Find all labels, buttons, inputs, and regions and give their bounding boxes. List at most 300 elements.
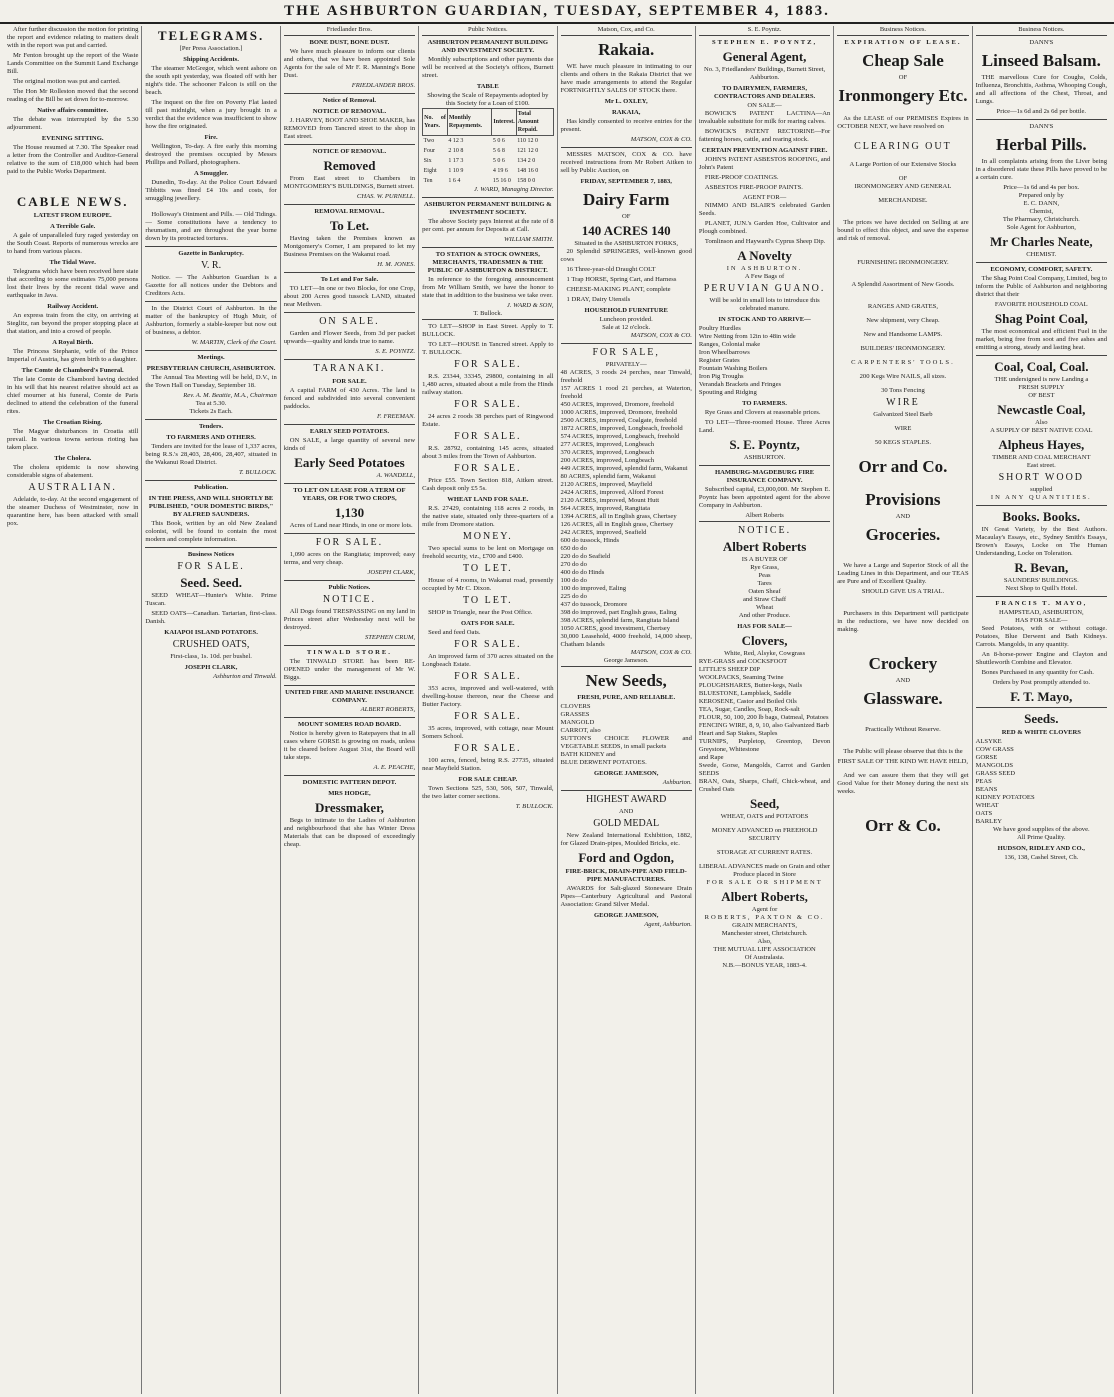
list-item: Spouting and Ridging — [698, 389, 757, 396]
ad-text: Rye Grass and Clovers at reasonable prices. — [704, 409, 821, 416]
ad-text: N.B.—BONUS YEAR, 1883-4. — [722, 962, 807, 969]
ad-text: TO LET—SHOP in East Street. Apply to T. BULLOCK. — [422, 323, 554, 338]
ad-text: Begs to intimate to the Ladies of Ashburton and neighbourhood that she has Winter Dress Materials that can be disposed of exceedingly cheap. — [283, 817, 416, 848]
ad-text: The TINWALD STORE has been RE-OPENED under the management of Mr W. Biggs. — [283, 658, 416, 681]
list-item: KEROSENE, Castor and Boiled Oils — [698, 698, 797, 705]
ad-heading: Alpheus Hayes, — [998, 437, 1085, 452]
article-heading: A Royal Birth. — [52, 339, 94, 346]
stock-item: 16 Three-year-old Draught COLT — [566, 266, 656, 273]
table-cell: Eight — [423, 168, 437, 174]
page-title: THE ASHBURTON GUARDIAN, TUESDAY, SEPTEMBER 4, 1883. — [284, 2, 830, 19]
column-header: Albert Roberts — [699, 512, 830, 522]
article-heading: A Terrible Gale. — [50, 223, 96, 230]
article-paragraph: The cholera epidemic is now showing considerable signs of abatement. — [7, 464, 139, 479]
ad-heading: RAKAIA, — [611, 109, 641, 116]
ad-heading: Coal, Coal, Coal. — [994, 359, 1089, 374]
section-heading: Tenders. — [199, 423, 224, 430]
ad-text: All Prime Quality. — [1017, 834, 1066, 841]
ad-heading: ASHBURTON PERMANENT BUILDING AND INVESTMENT SOCIETY. — [427, 39, 549, 54]
ad-heading: FOR SALE, — [592, 347, 660, 358]
ad-text: Price—1s 6d and 2s 6d per bottle. — [996, 108, 1087, 115]
signature: T. BULLOCK. — [238, 469, 277, 476]
column-1 — [4, 26, 141, 1394]
ad-heading: ECONOMY, COMFORT, SAFETY. — [990, 266, 1093, 273]
column-header: George Jameson. — [561, 657, 692, 667]
signature: ALBERT ROBERTS, — [360, 706, 416, 713]
ad-text: Prepared only by — [1018, 192, 1064, 199]
table-cell: 1 10 9 — [448, 168, 464, 174]
article-paragraph: Adelaide, to-day. At the second engagement of the steamer Duchess of Westminster, now in quarantine here, has been attacked with small pox. — [7, 496, 139, 527]
ad-heading: WIRE — [886, 397, 920, 408]
table-row — [423, 156, 553, 166]
list-item: Fountain Washing Boilers — [698, 365, 768, 372]
table-cell: 110 12 0 — [517, 138, 539, 144]
ad-text: THE marvellous Cure for Coughs, Colds, Influenza, Bronchitis, Asthma, Whooping Cough, and all affections of the Chest, Throat, and Lungs. — [975, 74, 1107, 105]
section-heading: TELEGRAMS. — [157, 28, 265, 43]
ad-text: GRAIN MERCHANTS, — [732, 922, 797, 929]
ad-heading: FOR SALE. — [332, 378, 367, 385]
article-paragraph: A gale of unparalleled fury raged yesterday on the South Coast. Reports of numerous wrecks are to hand from various places. — [7, 232, 139, 255]
column-header: T. Bullock. — [422, 310, 553, 320]
signature: JOSEPH CLARK, — [184, 664, 238, 671]
ad-heading: Mr Charles Neate, — [989, 234, 1093, 249]
ad-text: WE have much pleasure in intimating to our clients and others in the Rakaia District that we have made arrangements to attend the Regular FORTNIGHTLY SALES OF STOCK there. — [560, 63, 692, 94]
ad-heading: Mr L. OXLEY, — [604, 98, 648, 105]
ad-text: BUILDERS' IRONMONGERY. — [860, 345, 946, 352]
column-6 — [695, 26, 833, 1394]
ad-text: And we can assure them that they will get Good Value for their Money during the next six weeks. — [837, 772, 969, 795]
list-item: Register Grates — [698, 357, 740, 364]
signature: Ashburton. — [662, 779, 692, 786]
ad-heading: Groceries. — [865, 525, 941, 544]
ad-heading: IN STOCK AND TO ARRIVE— — [718, 316, 811, 323]
ad-heading: FOR SALE. — [315, 537, 384, 548]
list-item: 80 ACRES, splendid farm, Wakanui — [560, 473, 656, 480]
list-item: KIDNEY POTATOES — [975, 794, 1035, 801]
signature: MATSON, COX & CO. — [630, 649, 692, 656]
article-heading: Fire. — [204, 134, 218, 141]
ad-text: SAUNDERS' BUILDINGS. — [1003, 577, 1079, 584]
list-item: Iron Wheelbarrows — [698, 349, 750, 356]
ad-text: ASBESTOS FIRE-PROOF PAINTS. — [704, 184, 803, 191]
list-item: Heart and Sap Stakes, Staples — [698, 730, 778, 737]
column-header: Business Notices. — [976, 26, 1107, 36]
list-item: FLOUR, 50, 100, 200 lb bags, Oatmeal, Potatoes — [698, 714, 829, 721]
list-item: 1872 ACRES, improved, Longbeach, freehold — [560, 425, 683, 432]
ad-text: Bones Purchased in any quantity for Cash. — [981, 669, 1094, 676]
article-paragraph: An express train from the city, on arriving at Steglitz, ran beyond the proper stopping place at that station, and into a crowd of people. — [7, 312, 139, 335]
ad-heading: PERUVIAN GUANO. — [703, 283, 826, 294]
table-row — [423, 146, 553, 156]
signature: JOSEPH CLARK, — [367, 569, 416, 576]
list-item: FENCING WIRE, 8, 9, 10, also Galvanized Barb — [698, 722, 829, 729]
signature: Ashburton and Tinwald. — [213, 673, 277, 680]
ad-heading: TO FARMERS. — [742, 400, 787, 407]
table-cell: 148 16 0 — [517, 168, 539, 174]
ad-heading: Provisions — [865, 490, 941, 509]
ad-text: Next Shop to Quill's Hotel. — [1005, 585, 1078, 592]
ad-heading: FOR SALE. — [454, 639, 522, 650]
ad-text: All Dogs found TRESPASSING on my land in Princes street after Wednesday next will be destroyed. — [283, 608, 416, 631]
ad-text: Garden and Flower Seeds, from 3d per packet upwards—quality and kinds true to name. — [283, 330, 416, 345]
list-item: 398 ACRES, splendid farm, Rangitata Island — [560, 617, 679, 624]
table-cell: 2 10 8 — [448, 148, 464, 154]
list-item: 1394 ACRES, all in English grass, Chertsey — [560, 513, 677, 520]
table-cell: Six — [423, 158, 432, 164]
ad-text: TO LET—HOUSE in Tancred street. Apply to T. BULLOCK. — [422, 341, 554, 356]
ad-heading: TO LET ON LEASE FOR A TERM OF YEARS, OR FOR TWO CROPS, — [293, 487, 406, 502]
list-item: Rye Grass, — [750, 564, 779, 571]
list-item: 600 do tussock, Hinds — [560, 537, 620, 544]
list-item: ALSYKE — [975, 738, 1002, 745]
section-heading: Public Notices. — [328, 584, 371, 591]
section-heading: EVENING SITTING. — [41, 135, 104, 142]
ad-text: Also — [1035, 419, 1048, 426]
ad-text: The Annual Tea Meeting will be held, D.V., in the Town Hall on Tuesday, September 18. — [145, 374, 277, 389]
ad-text: SHOP in Triangle, near the Post Office. — [428, 609, 533, 616]
article-paragraph: Mr Fenton brought up the report of the Waste Lands Committee on the Summit Land Exchange Bill. — [7, 52, 139, 75]
ad-heading: CERTAIN PREVENTION AGAINST FIRE. — [701, 147, 828, 154]
ad-text: OF — [898, 175, 908, 182]
article-paragraph: After further discussion the motion for printing the report and evidence relating to matters dealt with in the report was put and carried. — [7, 26, 139, 49]
ad-text: 100 acres, fenced, being R.S. 27735, situated near Mayfield Station. — [422, 757, 554, 772]
ad-heading: UNITED FIRE AND MARINE INSURANCE COMPANY. — [285, 689, 414, 704]
ad-heading: DOMESTIC PATTERN DEPOT. — [302, 779, 397, 786]
article-paragraph: The Magyar disturbances in Croatia still prevail. In various towns serious rioting has taken place. — [7, 428, 139, 451]
ad-text: Price £55. Town Section 818, Aitken street. Cash deposit only £5 5s. — [422, 477, 554, 492]
ad-heading: R. Bevan, — [1014, 560, 1069, 575]
list-item: and Rape — [698, 754, 724, 761]
ad-heading: NOTICE OF REMOVAL. — [312, 148, 387, 155]
list-item: 398 do improved, part English grass, Ealing — [560, 609, 677, 616]
ad-text: 1,090 acres on the Rangitata; improved; easy terms, and very cheap. — [283, 551, 416, 566]
ad-text: Price—1s 6d and 4s per box. — [1003, 184, 1080, 191]
ad-text: We have much pleasure to inform our clients and others, that we have been appointed Sole Agents for the sale of Mr F. R. Manning's Bone Dust. — [283, 48, 416, 79]
ad-text: SEED OATS—Canadian. Tartarian, first-class. Danish. — [145, 610, 277, 625]
ad-heading: Ironmongery Etc. — [838, 86, 968, 105]
ad-text: A Few Bags of — [744, 273, 785, 280]
list-item: 400 do do Hinds — [560, 569, 605, 576]
list-item: 220 do do Seafield — [560, 553, 611, 560]
ad-text: Tea at 5.30. — [195, 400, 227, 407]
ad-text: SEED WHEAT—Hunter's White. Prime Tuscan. — [145, 592, 277, 607]
ad-heading: 1,130 — [334, 505, 365, 520]
table-cell: 134 2 0 — [517, 158, 536, 164]
signature: T. BULLOCK. — [515, 803, 554, 810]
ad-text: TO LET—In one or two Blocks, for one Crop, about 200 Acres good tussock LAND, situated near Methven. — [283, 285, 416, 308]
list-item: 1050 ACRES, good investment, Chertsey — [560, 625, 671, 632]
article-paragraph: The inquest on the fire on Poverty Flat lasted till past midnight, when a jury brought in a verdict that the evidence was insufficient to show how the fire originated. — [145, 99, 277, 130]
ad-heading: To Let. — [329, 218, 370, 233]
column-8 — [972, 26, 1110, 1394]
list-item: GORSE — [975, 754, 998, 761]
stock-item: 1 Trap HORSE, Spring Cart, and Harness — [566, 276, 677, 283]
ad-text: Subscribed capital, £3,000,000. Mr Stephen E. Poyntz has been appointed agent for the above Company in Ashburton. — [698, 486, 831, 509]
article-heading: The Tidal Wave. — [49, 259, 96, 266]
ad-heading: TO STATION & STOCK OWNERS, MERCHANTS, TRADESMEN & THE PUBLIC OF ASHBURTON & DISTRICT. — [427, 251, 548, 274]
ad-text: ON SALE, a large quantity of several new kinds of — [283, 437, 416, 452]
ad-text: AND — [895, 513, 911, 520]
list-item: 370 ACRES, improved, Longbeach — [560, 449, 655, 456]
ad-heading: MRS HODGE, — [328, 790, 371, 797]
ad-heading: OATS FOR SALE. — [461, 620, 515, 627]
ad-text: SHOULD GIVE US A TRIAL. — [861, 588, 945, 595]
signature: S. E. POYNTZ. — [375, 348, 416, 355]
land-list — [561, 369, 692, 649]
ad-text: AWARDS for Salt-glazed Stoneware Drain Pipes—Canterbury Agricultural and Pastoral Association: Grand Silver Medal. — [560, 885, 692, 908]
ad-heading: SHORT WOOD — [998, 472, 1085, 483]
table-cell: 5 0 6 — [492, 158, 505, 164]
ad-heading: TINWALD STORE. — [306, 649, 392, 656]
ad-text: The Shag Point Coal Company, Limited, beg to inform the Public of Ashburton and neighboring district that their — [975, 275, 1108, 298]
table-title: TABLE — [476, 83, 499, 90]
signature: H. M. JONES. — [377, 261, 416, 268]
list-item: MANGOLD — [560, 719, 595, 726]
list-item: Ranges, Colonial make — [698, 341, 761, 348]
ad-text: OF — [621, 213, 631, 220]
ad-heading: HUDSON, RIDLEY AND CO., — [997, 845, 1085, 852]
table-cell: 4 12 3 — [448, 138, 464, 144]
ad-heading: FOR SALE. — [454, 359, 522, 370]
signature: J. WARD, Managing Director. — [473, 186, 554, 193]
ad-text: White, Red, Alsyke, Cowgrass — [724, 650, 806, 657]
list-item: BLUE DERWENT POTATOES. — [560, 759, 647, 766]
ad-heading: F. T. Mayo, — [1010, 689, 1073, 704]
ad-heading: NOTICE OF REMOVAL. — [312, 108, 387, 115]
ad-text: PRIVATELY— — [605, 361, 647, 368]
ad-text: CARPENTERS' TOOLS. — [851, 359, 955, 366]
ad-text: FIRE-PROOF COATINGS. — [704, 174, 779, 181]
ad-heading: FIRE-BRICK, DRAIN-PIPE AND FIELD-PIPE MANUFACTURERS. — [565, 868, 687, 883]
ad-text: BOWICK'S PATENT LACTINA—An invaluable substitute for milk for rearing calves. — [698, 110, 831, 125]
list-item: PLOUGHSHARES, Butter-kegs, Nails — [698, 682, 803, 689]
ad-heading: HIGHEST AWARD — [585, 794, 667, 805]
ad-text: Notice is hereby given to Ratepayers that in all cases where GORSE is growing on roads, unless it be cleared before August 31st, the Board will take steps. — [283, 730, 416, 761]
ad-heading: Orr and Co. — [858, 457, 948, 476]
ad-heading: WHEAT LAND FOR SALE. — [447, 496, 529, 503]
ad-text: THE MUTUAL LIFE ASSOCIATION — [713, 946, 816, 953]
columns — [4, 26, 1110, 1394]
signature: A. E. PEACHE, — [373, 764, 416, 771]
ad-text: New shipment, very Cheap. — [866, 317, 940, 324]
article-paragraph: The late Comte de Chambord having decided in his will that his nearest relative should act as chief mourner at his funeral, Comte de Paris declined to attend the celebration of the funeral rites. — [7, 376, 139, 415]
ad-text: New Zealand International Exhibition, 1882, for Glazed Drain-pipes, Moulded Bricks, etc. — [560, 832, 692, 847]
ad-heading: FOR SALE. — [454, 463, 522, 474]
ad-text: An 8-horse-power Engine and Clayton and Shuttleworth Combine and Elevator. — [975, 651, 1107, 666]
ad-text: WHEAT, OATS and POTATOES — [720, 813, 809, 820]
ad-text: FOR SALE OR SHIPMENT — [706, 879, 823, 886]
ad-text: The prices we have decided on Selling at are bound to effect this object, and save the expense and risk of removal. — [837, 219, 969, 242]
ad-text: AND — [619, 808, 634, 815]
ad-text: New and Handsome LAMPS. — [863, 331, 943, 338]
ad-heading: 140 ACRES 140 — [581, 223, 671, 238]
ad-heading: FOR SALE. — [177, 561, 245, 572]
ad-text: STORAGE AT CURRENT RATES. — [716, 849, 813, 856]
list-item: OATS — [975, 810, 993, 817]
article-heading: Shipping Accidents. — [183, 56, 239, 63]
ad-heading: TARANAKI. — [313, 363, 386, 374]
ad-text: In all complaints arising from the Liver being in a disordered state these Pills have proved to be a certain cure. — [975, 158, 1107, 181]
ad-heading: FOR SALE. — [454, 399, 522, 410]
ad-text: BOWICK'S PATENT RECTORINE—For fattening horses, cattle, and rearing stock. — [698, 128, 831, 143]
list-item: 30,000 Leasehold, 4000 freehold, 14,000 sheep, Chatham Islands — [560, 633, 692, 648]
table-cell: Two — [423, 138, 435, 144]
stock-item: 1 DRAY, Dairy Utensils — [566, 296, 631, 303]
list-item: CARROT, also — [560, 727, 601, 734]
ad-text: MESSRS MATSON, COX & CO. have received instructions from Mr Robert Aitken to sell by Public Auction, on — [560, 151, 692, 174]
ad-heading: PRESBYTERIAN CHURCH, ASHBURTON. — [146, 365, 276, 372]
ad-text: Monthly subscriptions and other payments due will be received at the Society's offices, Burnett street. — [422, 56, 554, 79]
list-item: 100 do improved, Ealing — [560, 585, 627, 592]
ad-text: From East street to Chambers in MONTGOMERY'S BUILDINGS, Burnett street. — [283, 175, 416, 190]
list-item: Wheat — [755, 604, 774, 611]
ad-heading: FOR SALE. — [454, 743, 522, 754]
signature: WILLIAM SMITH. — [504, 236, 554, 243]
list-item: 2120 ACRES, improved, Mayfield — [560, 481, 653, 488]
list-item: Iron Pig Troughs — [698, 373, 744, 380]
article-paragraph: Holloway's Ointment and Pills. — Old Tidings. — Some constitutions have a tendency to rheumatism, and are throughout the year borne down by its protracted tortures. — [145, 211, 277, 242]
ad-text: IN ANY QUANTITIES. — [990, 494, 1092, 501]
ad-text: RANGES AND GRATES, — [867, 303, 939, 310]
ad-text: Seed and feed Oats. — [428, 629, 481, 636]
ad-text: Two special sums to be lent on Mortgage on freehold security, viz., £700 and £400. — [422, 545, 554, 560]
ad-text: The above Society pays Interest at the rate of 8 per cent. per annum for Deposits at Call. — [422, 218, 554, 233]
list-item: 277 ACRES, improved, Longbeach — [560, 441, 655, 448]
list-item: COW GRASS — [975, 746, 1014, 753]
ad-heading: HOUSEHOLD FURNITURE — [584, 307, 668, 314]
ad-text: 353 acres, improved and well-watered, with dwelling-house thereon, near the Cheese and Butter Factory. — [422, 685, 554, 708]
ad-heading: Linseed Balsam. — [981, 51, 1101, 70]
column-4 — [418, 26, 556, 1394]
ad-text: Acres of Land near Hinds, in one or more lots. — [289, 522, 413, 529]
ad-text: DANN'S — [1029, 39, 1054, 46]
list-item: 449 ACRES, improved, splendid farm, Wakanui — [560, 465, 688, 472]
ad-text: FRESH SUPPLY — [1018, 384, 1065, 391]
section-heading: To Let and For Sale. — [320, 276, 379, 283]
ad-heading: General Agent, — [722, 49, 807, 64]
list-item: And other Produce. — [738, 612, 791, 619]
list-item: Wire Netting from 12in to 48in wide — [698, 333, 796, 340]
ad-text: MONEY ADVANCED on FREEHOLD SECURITY — [711, 827, 818, 842]
list-item: BRAN, Oats, Sharps, Chaff, Chick-wheat, and Crushed Oats — [698, 778, 831, 793]
list-item: SUTTON'S CHOICE FLOWER and VEGETABLE SEEDS, in small packets — [560, 735, 692, 750]
ad-heading: FRANCIS T. MAYO, — [995, 600, 1088, 607]
stock-item: CHEESE-MAKING PLANT, complete — [566, 286, 671, 293]
column-header: Public Notices. — [422, 26, 553, 36]
ad-heading: HAMBURG-MAGDEBURG FIRE INSURANCE COMPANY. — [715, 469, 815, 484]
table-cell: 158 0 0 — [517, 178, 536, 184]
ad-text: The Pharmacy, Christchurch. — [1002, 216, 1080, 223]
ad-heading: Albert Roberts — [722, 539, 807, 554]
table-cell: 1 6 4 — [448, 178, 461, 184]
ad-text: HAS FOR SALE— — [1015, 617, 1068, 624]
column-7 — [833, 26, 971, 1394]
list-item: BEANS — [975, 786, 998, 793]
section-heading: LATEST FROM EUROPE. — [33, 212, 112, 219]
masthead — [0, 0, 1114, 24]
signature: GEORGE JAMESON, — [593, 770, 659, 777]
signature: STEPHEN CRUM, — [364, 634, 416, 641]
list-item: Swede, Gorse, Mangolds, Carrot and Garden SEEDS — [698, 762, 831, 777]
ad-text: 24 acres 2 roods 38 perches part of Ringwood Estate. — [422, 413, 554, 428]
article-heading: A Smuggler. — [193, 170, 229, 177]
ad-text: An improved farm of 370 acres situated on the Longbeach Estate. — [422, 653, 554, 668]
table-caption: Showing the Scale of Repayments adopted by this Society for a Loan of £100. — [427, 92, 549, 107]
ad-text: Sole Agent for Ashburton, — [1006, 224, 1076, 231]
ad-text: R.S. 23344, 33345, 29800, containing in all 1,480 acres, situated about a mile from the Hinds railway station. — [422, 373, 554, 396]
signature: Agent, Ashburton. — [644, 921, 692, 928]
column-3 — [280, 26, 418, 1394]
ad-heading: REMOVAL REMOVAL. — [314, 208, 385, 215]
ad-heading: Herbal Pills. — [995, 135, 1087, 154]
ad-text: TIMBER AND COAL MERCHANT — [992, 454, 1091, 461]
ad-heading: Seed, — [749, 796, 780, 811]
list-item: 564 ACRES, improved, Rangitata — [560, 505, 651, 512]
ad-heading: Clovers, — [741, 633, 788, 648]
signature: A. WANDELL, — [376, 472, 416, 479]
section-heading: Publication. — [194, 484, 228, 491]
list-item: MANGOLDS — [975, 762, 1013, 769]
ad-text: Tickets 2s Each. — [189, 408, 233, 415]
ad-text: 200 Kegs Wire NAILS, all sizes. — [859, 373, 947, 380]
list-item: Verandah Brackets and Fringes — [698, 381, 782, 388]
ad-heading: MOUNT SOMERS ROAD BOARD. — [298, 721, 401, 728]
column-header: Friedlander Bros. — [284, 26, 415, 36]
ad-text: Galvanized Steel Barb — [873, 411, 933, 418]
section-heading: AUSTRALIAN. — [28, 482, 117, 493]
ad-text: ROBERTS, PAXTON & CO. — [704, 914, 825, 921]
ad-heading: FRESH, PURE, AND RELIABLE. — [577, 694, 676, 701]
ad-text: AGENT FOR— — [742, 194, 787, 201]
ad-heading: ASHBURTON PERMANENT BUILDING & INVESTMENT SOCIETY. — [424, 201, 552, 216]
list-item: GRASSES — [560, 711, 590, 718]
ad-text: Of Australasia. — [744, 954, 785, 961]
ad-text: IS A BUYER OF — [741, 556, 788, 563]
ad-text: Seed Potatoes, with or without cottage. Potatoes, Blue Derwent and Bath Kidneys. Carrots. Mangolds, in any quantity. — [975, 625, 1107, 648]
signature: J. WARD & SON, — [506, 302, 554, 309]
table-cell: Four — [423, 148, 435, 154]
article-heading: Railway Accident. — [47, 303, 99, 310]
article-paragraph: Wellington, To-day. A fire early this morning destroyed the premises occupied by Messrs Phillips and Pollard, photographers. — [145, 143, 277, 166]
table-cell: 15 16 0 — [492, 178, 511, 184]
table-cell: 5 6 8 — [492, 148, 505, 154]
ad-text: WIRE — [894, 425, 912, 432]
table-header: Interest. — [492, 109, 516, 136]
ad-text: We have good supplies of the above. — [992, 826, 1090, 833]
ad-text: AND — [895, 677, 911, 684]
ad-text: E. C. DANN, — [1023, 200, 1060, 207]
table-cell: 5 0 6 — [492, 138, 505, 144]
table-cell: 121 12 0 — [517, 148, 539, 154]
ad-text: Agent for — [751, 906, 778, 913]
list-item: RYE-GRASS and COCKSFOOT — [698, 658, 788, 665]
ad-text: Manchester street, Christchurch. — [721, 930, 808, 937]
ad-heading: Rakaia. — [598, 40, 655, 59]
ad-heading: S. E. Poyntz, — [729, 437, 800, 452]
ad-heading: TO LET. — [462, 563, 513, 574]
ad-text: Luncheon provided. — [599, 316, 653, 323]
ad-text: As the LEASE of our PREMISES Expires in OCTOBER NEXT, we have resolved on — [837, 115, 969, 130]
ad-heading: EARLY SEED POTATOES. — [309, 428, 390, 435]
section-heading: Native affairs committee. — [37, 107, 109, 114]
list-item: 1000 ACRES, improved, Dromore, freehold — [560, 409, 678, 416]
ad-text: PLANET, JUN.'s Garden Hoe, Cultivator and Plough combined. — [698, 220, 831, 235]
table-row — [423, 166, 553, 176]
ad-heading: Glassware. — [863, 689, 943, 708]
ad-text: Town Sections 525, 530, 506, 507, Tinwald, the two latter corner sections. — [422, 785, 554, 800]
signature: CHAS. W. PURNELL. — [356, 193, 416, 200]
column-header: Business Notices. — [837, 26, 968, 36]
